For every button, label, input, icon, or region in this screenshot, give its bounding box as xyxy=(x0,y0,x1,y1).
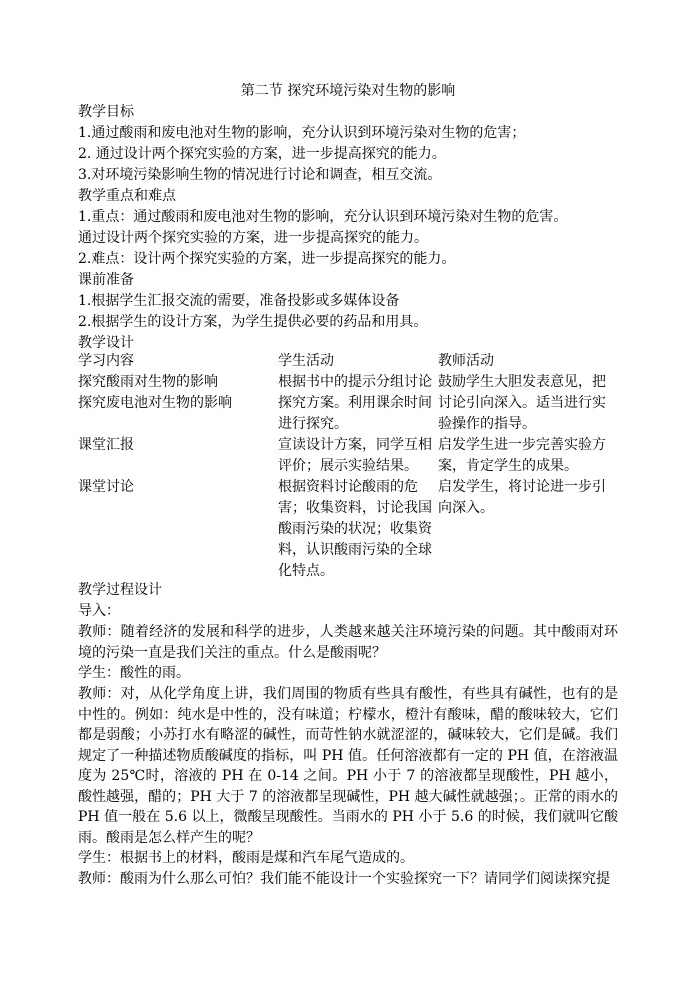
objective-line-1: 1.通过酸雨和废电池对生物的影响，充分认识到环境污染对生物的危害； xyxy=(78,125,526,141)
dialogue-paragraph: 学生：根据书上的材料，酸雨是煤和汽车尾气造成的。 xyxy=(78,850,414,866)
dialogue-paragraph: 教师：酸雨为什么那么可怕？我们能不能设计一个实验探究一下？请同学们阅读探究提 xyxy=(78,871,610,887)
dialogue-paragraph: 学生：酸性的雨。 xyxy=(78,665,190,681)
preparation-line-2: 2.根据学生的设计方案，为学生提供必要的药品和用具。 xyxy=(78,314,428,330)
table-cell-content: 探究酸雨对生物的影响 xyxy=(78,374,218,390)
section-heading-process: 教学过程设计 xyxy=(78,582,162,598)
section-heading-key-points: 教学重点和难点 xyxy=(78,188,176,204)
table-cell-teacher: 鼓励学生大胆发表意见，把讨论引向深入。适当进行实验操作的指导。 xyxy=(438,374,606,432)
table-header-teacher: 教师活动 xyxy=(438,353,494,369)
objective-line-2: 2. 通过设计两个探究实验的方案，进一步提高探究的能力。 xyxy=(78,146,446,162)
table-header-student: 学生活动 xyxy=(278,353,334,369)
table-cell-teacher: 启发学生，将讨论进一步引向深入。 xyxy=(438,479,606,516)
preparation-line-1: 1.根据学生汇报交流的需要，准备投影或多媒体设备 xyxy=(78,293,400,309)
table-cell-content: 课堂汇报 xyxy=(78,437,134,453)
key-point-line-3: 2.难点：设计两个探究实验的方案，进一步提高探究的能力。 xyxy=(78,251,456,267)
table-cell-student: 宣读设计方案，同学互相评价；展示实验结果。 xyxy=(278,437,432,474)
section-heading-design: 教学设计 xyxy=(78,335,134,351)
intro-label: 导入： xyxy=(78,603,120,619)
section-heading-objectives: 教学目标 xyxy=(78,104,134,120)
page-title: 第二节 探究环境污染对生物的影响 xyxy=(240,83,456,99)
key-point-line-2: 通过设计两个探究实验的方案，进一步提高探究的能力。 xyxy=(78,230,428,246)
dialogue-paragraph: 教师：随着经济的发展和科学的进步，人类越来越关注环境污染的问题。其中酸雨对环境的污染一直是我们关注的重点。什么是酸雨呢？ xyxy=(78,624,618,661)
section-heading-preparation: 课前准备 xyxy=(78,272,134,288)
table-cell-content: 课堂讨论 xyxy=(78,479,134,495)
key-point-line-1: 1.重点：通过酸雨和废电池对生物的影响，充分认识到环境污染对生物的危害。 xyxy=(78,209,568,225)
table-cell-content: 探究废电池对生物的影响 xyxy=(78,395,232,411)
table-cell-teacher: 启发学生进一步完善实验方案，肯定学生的成果。 xyxy=(438,437,606,474)
table-cell-student: 根据资料讨论酸雨的危害；收集资料，讨论我国酸雨污染的状况；收集资料，认识酸雨污染的全球化特点。 xyxy=(278,479,432,579)
dialogue-paragraph: 教师：对，从化学角度上讲，我们周围的物质有些具有酸性，有些具有碱性，也有的是中性的。例如：纯水是中性的，没有味道；柠檬水，橙汁有酸味，醋的酸味较大，它们都是弱酸；小苏打水有略涩的碱性，而苛性钠水就涩涩的，碱味较大，它们是碱。我们规定了一种描述物质酸碱度的指标，叫 PH 值。任何溶液都有一定的 PH 值，在溶液温度为 25℃时，溶液的 PH 在 0-14 之间。PH 小于 7 的溶液都呈现酸性，PH 越小，酸性越强，醋的；PH 大于 7 的溶液都呈现碱性，PH 越大碱性就越强；。正常的雨水的 PH 值一般在 5.6 以上，微酸呈现酸性。当雨水的 PH 小于 5.6 的时候，我们就叫它酸雨。酸雨是怎么样产生的呢？ xyxy=(78,686,618,846)
table-header-content: 学习内容 xyxy=(78,353,134,369)
objective-line-3: 3.对环境污染影响生物的情况进行讨论和调查，相互交流。 xyxy=(78,167,442,183)
table-cell-student: 根据书中的提示分组讨论探究方案。利用课余时间进行探究。 xyxy=(278,374,432,432)
